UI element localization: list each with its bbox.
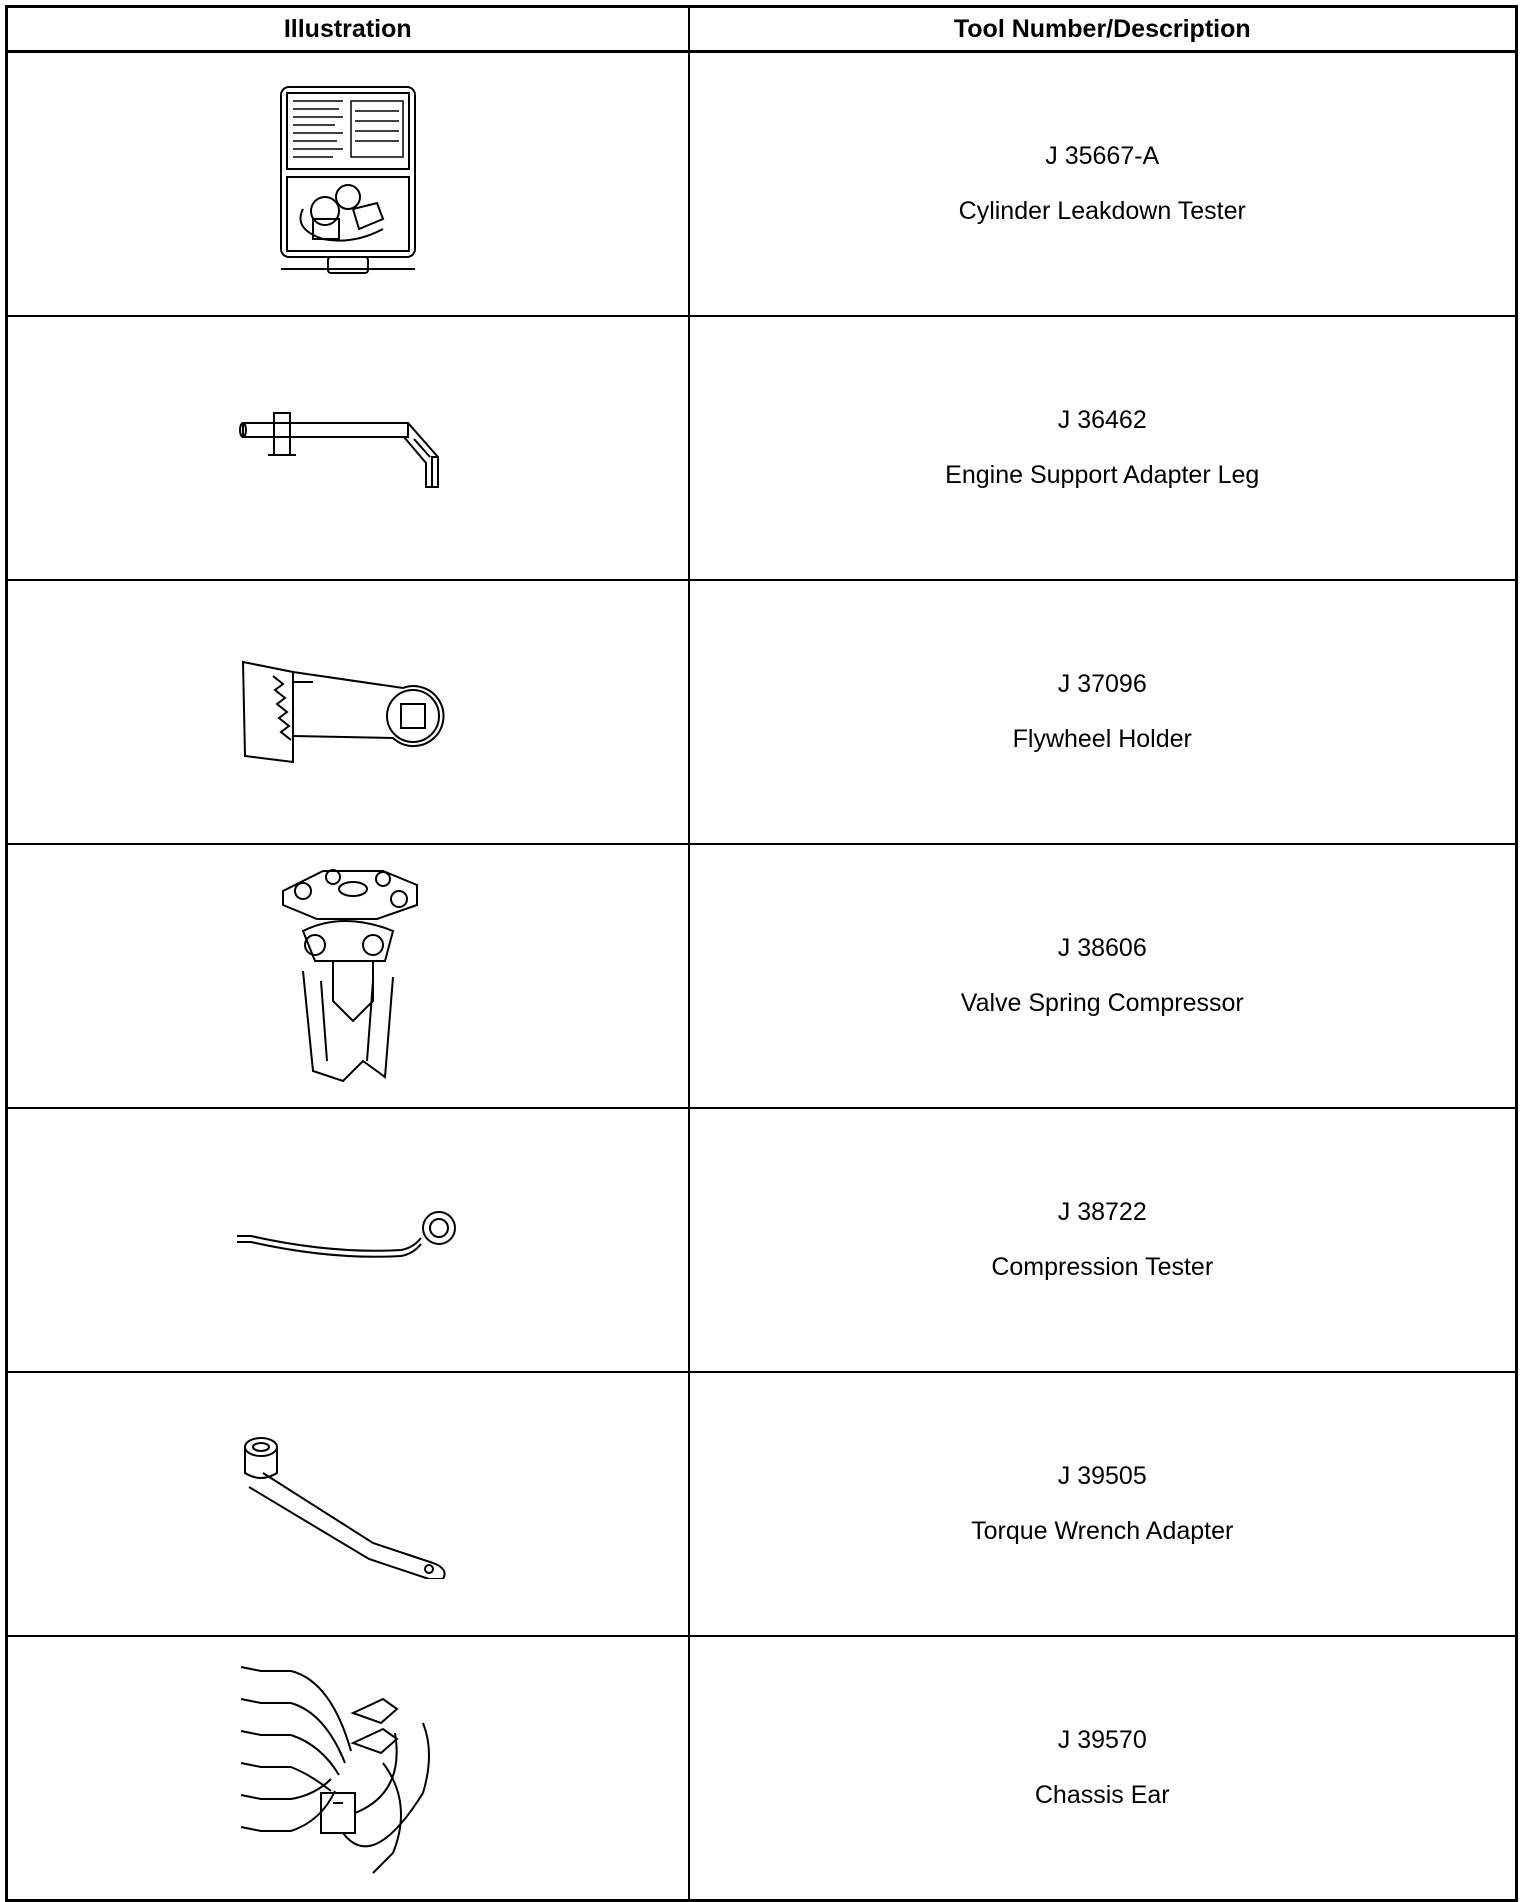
tool-name: Compression Tester	[991, 1253, 1214, 1281]
tool-description-cell	[689, 844, 1517, 1108]
illustration-cell	[7, 1636, 689, 1901]
illustration-cell	[7, 580, 689, 844]
tool-number: J 39505	[1057, 1462, 1147, 1490]
tool-description-cell	[689, 580, 1517, 844]
tool-number: J 38606	[1057, 934, 1147, 962]
illustration-cell	[7, 316, 689, 580]
table-row	[7, 52, 1517, 317]
illustration-cell	[7, 52, 689, 317]
tool-number: J 36462	[1057, 406, 1147, 434]
header-row	[7, 7, 1517, 52]
tool-number: J 39570	[1057, 1726, 1147, 1754]
tool-description-cell	[689, 52, 1517, 317]
tool-description-cell	[689, 1372, 1517, 1636]
special-tools-table	[5, 5, 1518, 1902]
tool-name: Engine Support Adapter Leg	[945, 461, 1260, 489]
tool-description-cell	[689, 1108, 1517, 1372]
tool-description-cell	[689, 316, 1517, 580]
tool-name: Cylinder Leakdown Tester	[958, 197, 1246, 225]
table-row	[7, 580, 1517, 844]
compression-tester-icon	[233, 1210, 463, 1270]
support-adapter-leg-icon	[238, 403, 458, 493]
table-row	[7, 1636, 1517, 1901]
illustration-cell	[7, 1108, 689, 1372]
table-row	[7, 1108, 1517, 1372]
table-row	[7, 844, 1517, 1108]
illustration-cell	[7, 844, 689, 1108]
tool-name: Flywheel Holder	[1012, 725, 1192, 753]
torque-wrench-adapter-icon	[233, 1429, 463, 1579]
leakdown-tester-case-icon	[273, 79, 423, 289]
chassis-ear-icon	[233, 1653, 463, 1883]
tool-number: J 35667-A	[1045, 142, 1160, 170]
valve-spring-compressor-icon	[273, 861, 423, 1091]
flywheel-holder-icon	[233, 652, 463, 772]
table-row	[7, 1372, 1517, 1636]
tool-description-cell	[689, 1636, 1517, 1901]
tool-number: J 37096	[1057, 670, 1147, 698]
illustration-cell	[7, 1372, 689, 1636]
illustration-header: Illustration	[7, 7, 689, 52]
tool-number: J 38722	[1057, 1198, 1147, 1226]
tool-description-header: Tool Number/Description	[689, 7, 1517, 52]
tool-name: Chassis Ear	[1034, 1781, 1170, 1809]
tool-name: Torque Wrench Adapter	[971, 1517, 1234, 1545]
table-row	[7, 316, 1517, 580]
tool-name: Valve Spring Compressor	[960, 989, 1244, 1017]
